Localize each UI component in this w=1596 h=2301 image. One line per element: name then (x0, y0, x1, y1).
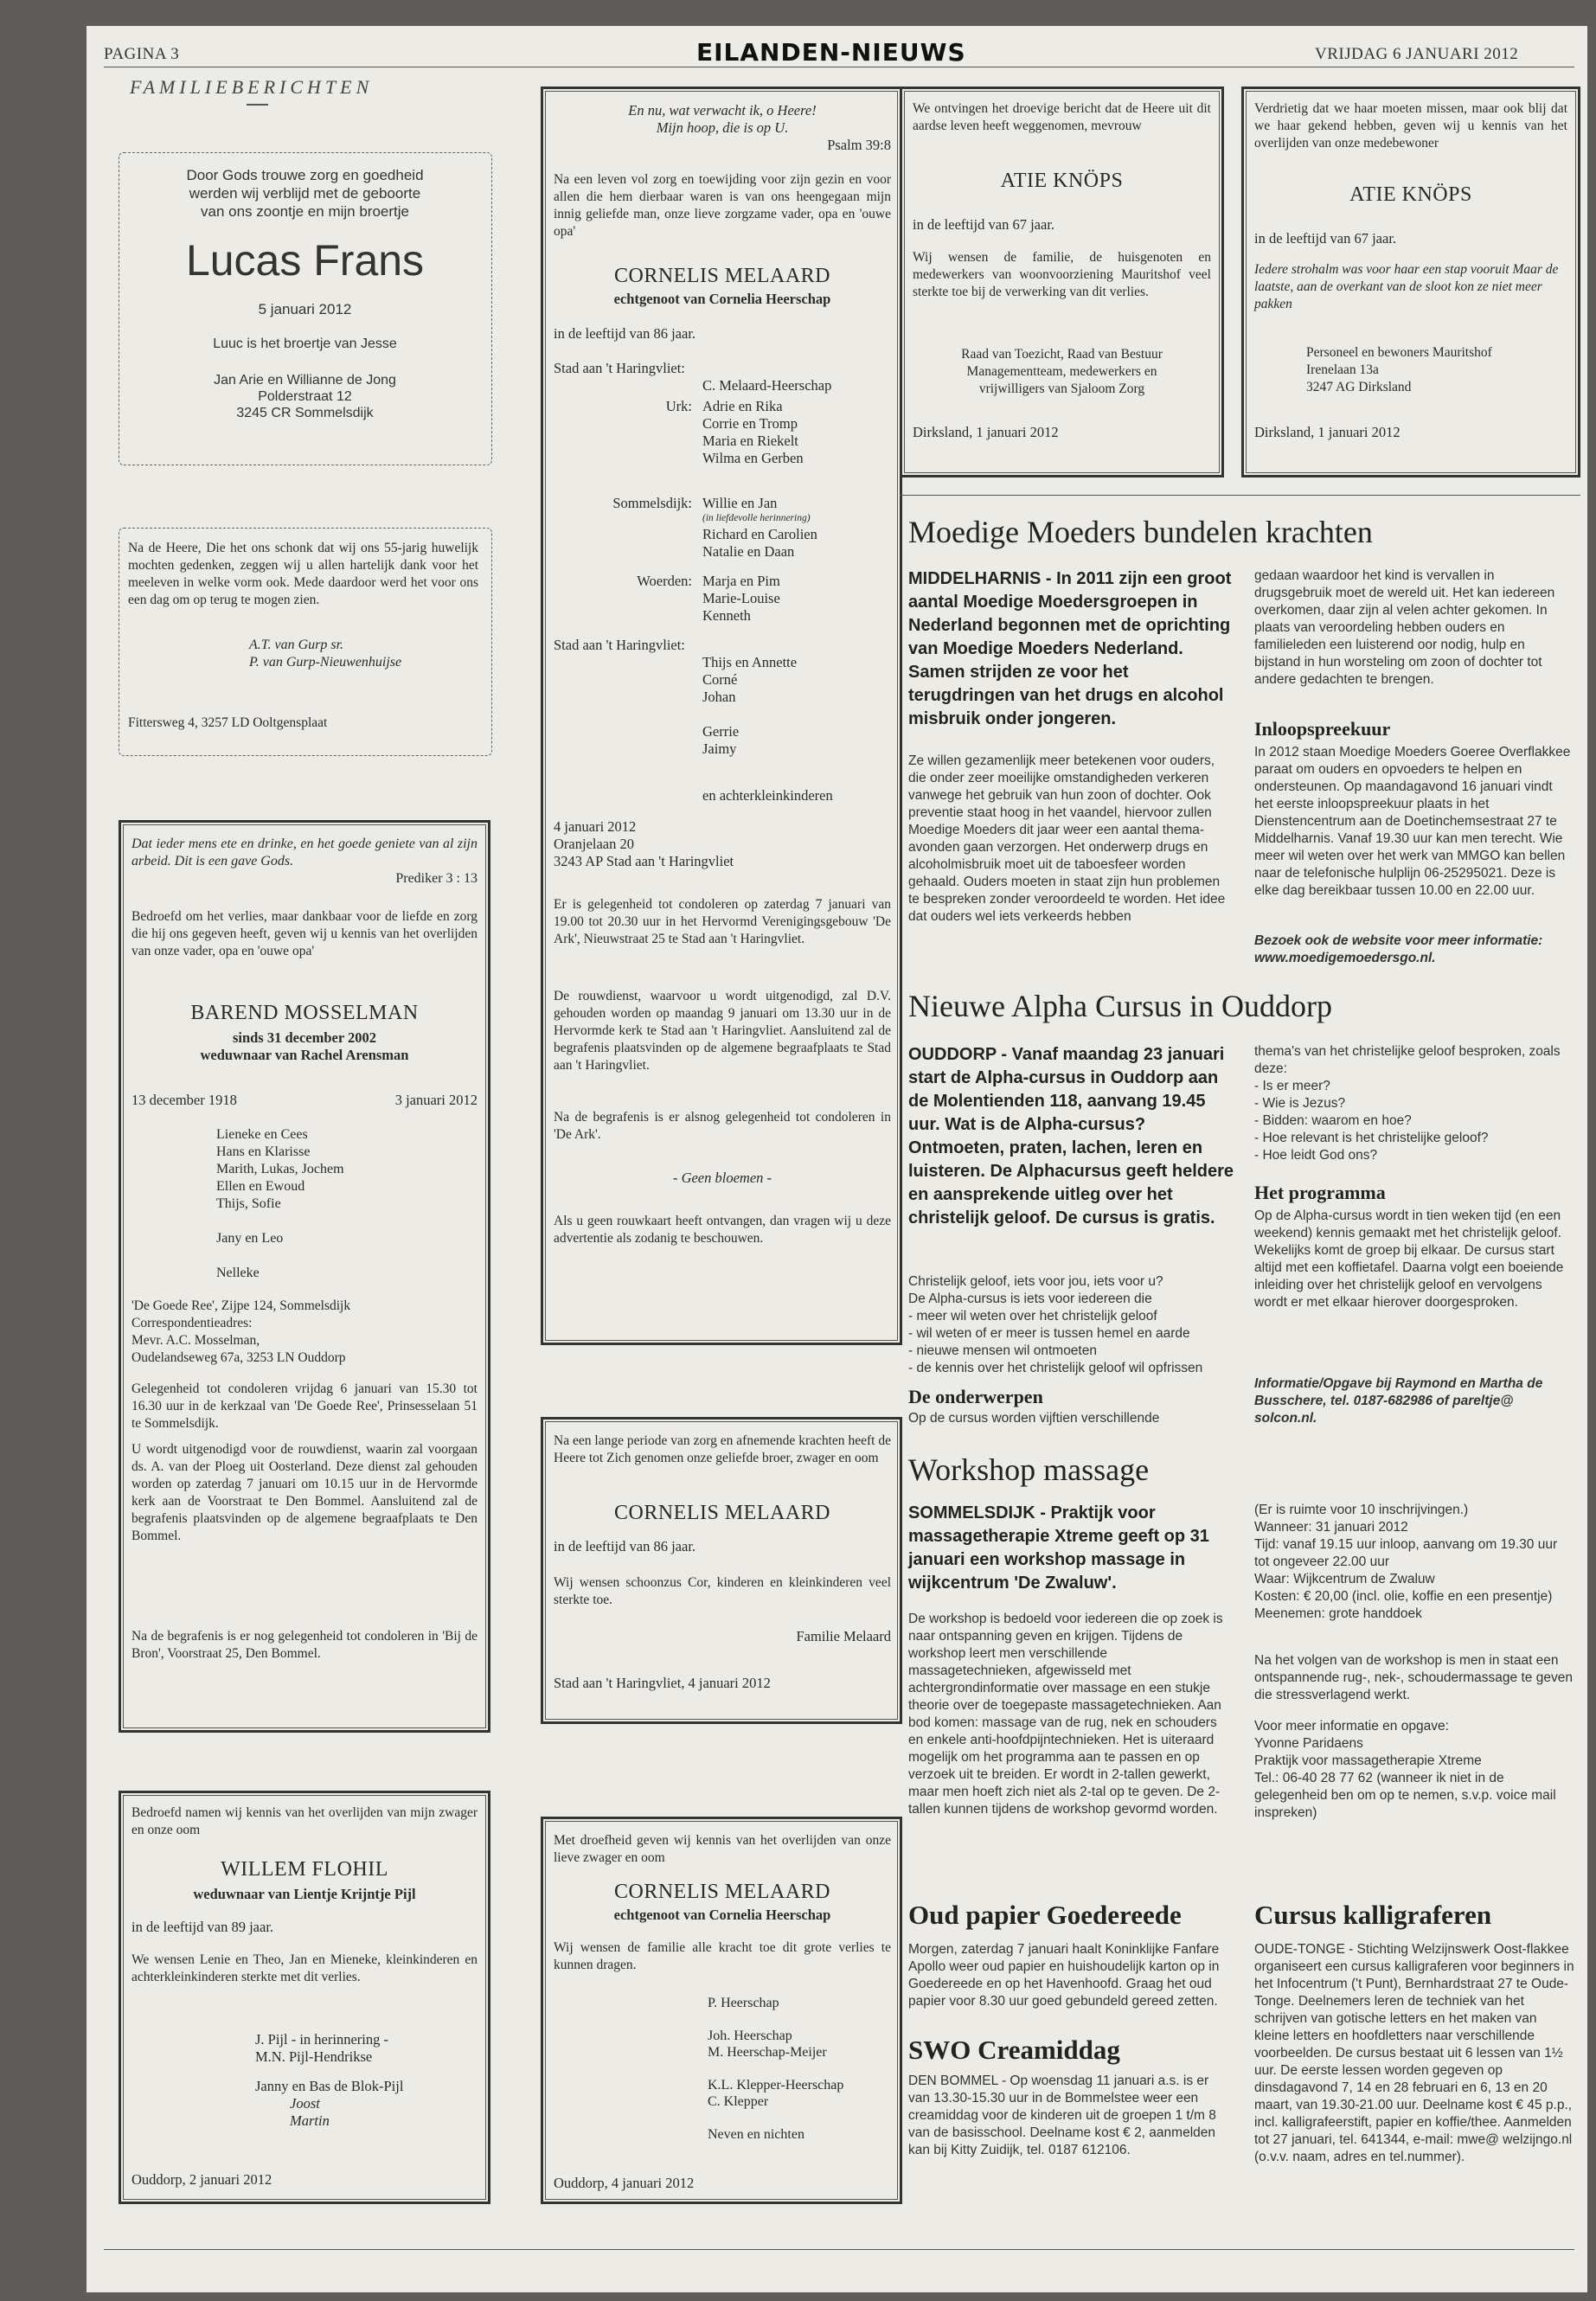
knops2-sig: Personeel en bewoners Mauritshof Irenelaan 13a 3247 AG Dirksland (1306, 345, 1492, 394)
wedding-signature: A.T. van Gurp sr. P. van Gurp-Nieuwenhuijse (249, 638, 402, 670)
melaard1-age: in de leeftijd van 86 jaar. (554, 325, 696, 342)
flohil-place: Ouddorp, 2 januari 2012 (131, 2171, 272, 2188)
moeders-lead: MIDDELHARNIS - In 2011 zijn een groot aantal Moedige Moedersgroepen in Nederland begonnen met de oprichting van Moedige Moeders Nederland. Samen strijden ze voor het terugdringen van het drugs en alcohol misbruik onder jongeren. (908, 569, 1232, 728)
melaard3-wish: Wij wensen de familie alle kracht toe dit grote verlies te kunnen dragen. (554, 1940, 891, 1972)
swo-body: DEN BOMMEL - Op woensdag 11 januari a.s. is er van 13.30-15.30 uur in de Bommelstee weer een creamiddag voor de kinderen uit de groepen 1 t/m 8 van de basisschool. Deelname kost € 2, aanmelden kan bij Kitty Zuidijk, tel. 0187 612106. (908, 2073, 1216, 2157)
melaard2-intro: Na een lange periode van zorg en afnemende krachten heeft de Heere tot Zich genomen onze geliefde broer, zwager en oom (554, 1433, 891, 1465)
moeders-body2: gedaan waardoor het kind is vervallen in drugsgebruik moet de wereld uit. Het kan iedereen overkomen, daar zijn al velen achter gekomen. In plaats van veroordeling hebben ouders en familieleden een luisterend oor nodig, hulp en bijstand in hun worsteling om zoon of dochter tot andere gedachten te brengen. (1254, 568, 1555, 687)
wedding-text: Na de Heere, Die het ons schonk dat wij ons 55-jarig huwelijk mochten gedenken, zeggen wij u allen hartelijk dank voor het meeleven in welke vorm ook. Mede daardoor werd het voor ons een dag om op terug te mogen zien. (128, 541, 478, 607)
papier-body: Morgen, zaterdag 7 januari haalt Koninklijke Fanfare Apollo weer oud papier en huishoudelijk karton op in Goedereede en op het Havenhoofd. Graag het oud papier voor 8.30 uur goed gebundeld gereed zetten. (908, 1942, 1220, 2009)
kalli-headline: Cursus kalligraferen (1254, 1900, 1492, 1930)
knops1-wish: Wij wensen de familie, de huisgenoten en medewerkers van woonvoorziening Mauritshof veel sterkte toe bij de verwerking van dit verlies. (913, 250, 1211, 299)
knops2-intro: Verdrietig dat we haar moeten missen, maar ook blij dat we haar gekend hebben, geven wij u kennis van het overlijden van onze medebewoner (1254, 101, 1567, 151)
masthead: EILANDEN-NIEUWS (696, 38, 966, 67)
flohil-sig1: J. Pijl - in herinnering - (255, 2031, 388, 2048)
workshop-headline: Workshop massage (908, 1452, 1150, 1487)
moeders-body3: In 2012 staan Moedige Moeders Goeree Overflakkee paraat om ouders en opvoeders te helpen en ondersteunen. Op maandagavond 16 januari vindt het eerste inloopspreekuur plaats in het Dienstencentrum aan de Doetinchemsestraat 27 te Middelharnis. Vanaf 19.30 uur kan men terecht. Wie meer wil weten over het werk van MMGO kan bellen naar de telefonische hulplijn 06-25295021. Deze is elke dag bereikbaar tussen 10.00 en 22.00 uur. (1254, 745, 1571, 898)
mosselman-ref: Prediker 3 : 13 (395, 871, 478, 886)
melaard1-grandkids: en achterkleinkinderen (702, 787, 833, 804)
mosselman-address: 'De Goede Ree', Zijpe 124, Sommelsdijk Correspondentieadres: Mevr. A.C. Mosselman, Oudelandseweg 67a, 3253 LN Ouddorp (131, 1298, 351, 1365)
kalli-body: OUDE-TONGE - Stichting Welzijnswerk Oost-flakkee organiseert een cursus kalligraferen voor beginners in het Infocentrum ('t Punt), Bernhardstraat 27 te Oude-Tonge. Deelnemers leren de techniek van het schrijven van gotische letters en het maken van kleine letters en hoofdletters naar verschillende voorbeelden. De cursus bestaat uit 6 lessen van 1½ uur. De eerste lessen worden gegeven op dinsdagavond 7, 14 en 28 februari en 6, 13 en 20 maart, van 19.30-21.00 uur. Deelname kost € 45 p.p., incl. kalligrafeerstift, papier en koffie/thee. Aanmelden tot 27 januari, tel. 641344, e-mail: mwe@ welzijngo.nl (o.v.v. naam, adres en tel.nummer). (1254, 1942, 1574, 2164)
moeders-website: Bezoek ook de website voor meer informatie: www.moedigemoedersgo.nl. (1254, 933, 1543, 965)
moeders-body1: Ze willen gezamenlijk meer betekenen voor ouders, die onder zeer moeilijke omstandigheden verkeren vanwege het gebruik van hun zoon of dochter. Ook preventie staat hoog in het vaandel, hiervoor zullen Moedige Moeders dit jaar weer een aantal thema-avonden gaan verzorgen. Het onderwerp drugs en alcoholmisbruik moet uit de taboesfeer worden gehaald. Ouders moeten in staat zijn hun problemen te bespreken zonder veroordeeld te worden. Het idee dat ouders wel iets verkeerds hebben (908, 753, 1226, 924)
mosselman-name: BAREND MOSSELMAN (190, 1002, 419, 1024)
melaard1-fam-place-2: Woerden: (637, 573, 692, 589)
alpha-subheading2: Het programma (1254, 1182, 1386, 1203)
alpha-subheading1: De onderwerpen (908, 1386, 1043, 1407)
melaard1-note: Als u geen rouwkaart heeft ontvangen, dan vragen wij u deze advertentie als zodanig te beschouwen. (554, 1214, 891, 1246)
melaard1-fam-names-2: Marja en Pim Marie-Louise Kenneth (702, 573, 780, 624)
mosselman-family: Lieneke en Cees Hans en Klarisse Marith, Lukas, Jochem Ellen en Ewoud Thijs, Sofie Jany en Leo Nelleke (216, 1127, 344, 1280)
melaard1-address: 4 januari 2012 Oranjelaan 20 3243 AP Stad aan 't Haringvliet (554, 818, 734, 869)
knops2-quote: Iedere strohalm was voor haar een stap vooruit Maar de laatste, aan de overkant van de sloot kon ze niet meer pakken (1254, 262, 1559, 311)
alpha-body4: Op de Alpha-cursus wordt in tien weken tijd (en een weekend) kennis gemaakt met het christelijk geloof. Wekelijks komt de groep bij elkaar. De cursus start altijd met een koffietafel. Daarna volgt een boeiende inleiding over het christelijk geloof en vervolgens wordt er met elkaar hierover doorgesproken. (1254, 1208, 1564, 1310)
section-dash (247, 104, 268, 106)
alpha-body3: thema's van het christelijke geloof besproken, zoals deze: - Is er meer? - Wie is Jezus? - Bidden: waarom en hoe? - Hoe relevant is het christelijke geloof? - Hoe leidt God ons? (1254, 1044, 1561, 1163)
flohil-sig3: Janny en Bas de Blok-Pijl (255, 2078, 404, 2094)
flohil-age: in de leeftijd van 89 jaar. (131, 1919, 274, 1935)
flohil-wish: We wensen Lenie en Theo, Jan en Mieneke, kleinkinderen en achterkleinkinderen sterkte met dit verlies. (131, 1952, 478, 1984)
knops1-intro: We ontvingen het droevige bericht dat de Heere uit dit aardse leven heeft weggenomen, mevrouw (913, 101, 1211, 133)
mosselman-intro: Bedroefd om het verlies, maar dankbaar voor de liefde en zorg die hij ons gegeven heeft, geven wij u kennis van het overlijden van onze vader, opa en 'ouwe opa' (131, 909, 478, 958)
swo-headline: SWO Creamiddag (908, 2035, 1120, 2065)
flohil-name: WILLEM FLOHIL (221, 1858, 388, 1881)
melaard1-intro: Na een leven vol zorg en toewijding voor zijn gezin en voor allen die hem dierbaar waren is van ons heengegaan mijn innig geliefde man, onze lieve zorgzame vader, opa en 'ouwe opa' (554, 172, 891, 239)
workshop-body4: Voor meer informatie en opgave: Yvonne Paridaens Praktijk voor massagetherapie Xtreme Tel.: 06-40 28 77 62 (wanneer ik niet in de gelegenheid ben om op te nemen, s.v.p. voice mail inspreken) (1254, 1719, 1556, 1820)
baby-name: Lucas Frans (185, 236, 425, 285)
alpha-body1: Christelijk geloof, iets voor jou, iets voor u? De Alpha-cursus is iets voor iedereen die - meer wil weten over het christelijk geloof - wil weten of er meer is tussen hemel en aarde - nieuwe mensen wil ontmoeten - de kennis over het christelijk geloof wil opfrissen (908, 1274, 1203, 1375)
mosselman-condolences: Gelegenheid tot condoleren vrijdag 6 januari van 15.30 tot 16.30 uur in de kerkzaal van 'De Goede Ree', Prinsesselaan 51 te Sommelsdijk. (131, 1381, 478, 1431)
birth-parents: Jan Arie en Willianne de Jong Polderstraat 12 3245 CR Sommelsdijk (214, 373, 396, 420)
birth-sibling: Luuc is het broertje van Jesse (213, 336, 397, 351)
melaard1-spouse: echtgenoot van Cornelia Heerschap (613, 291, 831, 307)
birth-date: 5 januari 2012 (258, 301, 352, 317)
melaard3-name: CORNELIS MELAARD (613, 1881, 830, 1903)
mosselman-line1: sinds 31 december 2002 (232, 1029, 377, 1046)
melaard2-name: CORNELIS MELAARD (613, 1502, 830, 1524)
moeders-subheading: Inloopspreekuur (1254, 718, 1391, 740)
mosselman-born: 13 december 1918 (131, 1092, 237, 1108)
mosselman-died: 3 januari 2012 (394, 1092, 478, 1108)
melaard1-somm-more: Richard en Carolien Natalie en Daan (702, 526, 817, 560)
melaard2-age: in de leeftijd van 86 jaar. (554, 1538, 696, 1554)
alpha-body2: Op de cursus worden vijftien verschillende (908, 1411, 1160, 1426)
melaard2-place: Stad aan 't Haringvliet, 4 januari 2012 (554, 1675, 771, 1691)
workshop-lead: SOMMELSDIJK - Praktijk voor massagetherapie Xtreme geeft op 31 januari een workshop massage in wijkcentrum 'De Zwaluw'. (908, 1503, 1209, 1593)
moeders-headline: Moedige Moeders bundelen krachten (908, 515, 1373, 549)
alpha-headline: Nieuwe Alpha Cursus in Ouddorp (908, 989, 1332, 1023)
flohil-line: weduwnaar van Lientje Krijntje Pijl (193, 1886, 416, 1902)
workshop-body2: (Er is ruimte voor 10 inschrijvingen.) Wanneer: 31 januari 2012 Tijd: vanaf 19.15 uur inloop, aanvang om 19.30 uur tot ongeveer 22.00 uur Waar: Wijkcentrum de Zwaluw Kosten: € 20,00 (incl. olie, koffie en een presentje) Meenemen: grote handdoek (1254, 1503, 1558, 1621)
page-number: PAGINA 3 (104, 45, 180, 63)
melaard1-fam-names-1: Willie en Jan (702, 495, 778, 511)
issue-date: VRIJDAG 6 JANUARI 2012 (1315, 45, 1519, 63)
wedding-address: Fittersweg 4, 3257 LD Ooltgensplaat (128, 715, 328, 730)
obituary-flohil-inner (123, 1795, 486, 2200)
knops2-age: in de leeftijd van 67 jaar. (1254, 230, 1397, 247)
birth-intro: Door Gods trouwe zorg en goedheid werden wij verblijd met de geboorte van ons zoontje en mijn broertje (186, 167, 424, 220)
knops2-name: ATIE KNÖPS (1349, 183, 1472, 206)
mosselman-service: U wordt uitgenodigd voor de rouwdienst, waarin zal voorgaan ds. A. van der Ploeg uit Oosterland. Deze dienst zal gehouden worden op zaterdag 7 januari om 10.15 uur in de Hervormde kerk aan de Voorstraat te Den Bommel. Aansluitend zal de begrafenis plaatsvinden op de algemene begraafplaats te Den Bommel. (131, 1442, 478, 1543)
melaard3-intro: Met droefheid geven wij kennis van het overlijden van onze lieve zwager en oom (554, 1833, 891, 1865)
melaard1-place2: Stad aan 't Haringvliet: (554, 637, 685, 653)
melaard1-fam-names-0: Adrie en Rika Corrie en Tromp Maria en Riekelt Wilma en Gerben (702, 398, 804, 466)
section-title: FAMILIEBERICHTEN (130, 76, 374, 98)
melaard1-quote: En nu, wat verwacht ik, o Heere! Mijn hoop, die is op U. (628, 102, 817, 136)
workshop-body3: Na het volgen van de workshop is men in staat een ontspannende rug-, nek-, schoudermassage te geven die stressverlagend werkt. (1254, 1653, 1573, 1702)
melaard1-place1: Stad aan 't Haringvliet: (554, 360, 685, 376)
melaard3-signatures: P. Heerschap Joh. Heerschap M. Heerschap-Meijer K.L. Klepper-Heerschap C. Klepper Neven en nichten (708, 1996, 844, 2142)
mosselman-line2: weduwnaar van Rachel Arensman (200, 1047, 409, 1063)
flohil-sig2: M.N. Pijl-Hendrikse (255, 2048, 373, 2065)
knops1-place: Dirksland, 1 januari 2012 (913, 424, 1059, 440)
melaard3-spouse: echtgenoot van Cornelia Heerschap (613, 1907, 831, 1923)
knops1-name: ATIE KNÖPS (1000, 170, 1124, 192)
alpha-lead: OUDDORP - Vanaf maandag 23 januari start de Alpha-cursus in Ouddorp aan de Molentienden 118, aanvang 19.45 uur. Wat is de Alpha-cursus? Ontmoeten, praten, lachen, leren en luisteren. De Alphacursus geeft heldere en aansprekende uitleg over het christelijk geloof. De cursus is gratis. (908, 1045, 1234, 1227)
melaard1-fam-place-0: Urk: (665, 398, 692, 414)
melaard3-place: Ouddorp, 4 januari 2012 (554, 2175, 695, 2191)
melaard1-flowers: - Geen bloemen - (672, 1170, 772, 1186)
knops1-age: in de leeftijd van 67 jaar. (913, 216, 1055, 233)
alpha-info: Informatie/Opgave bij Raymond en Martha de Busschere, tel. 0187-682986 of pareltje@ solcon.nl. (1254, 1376, 1543, 1426)
mosselman-quote: Dat ieder mens ete en drinke, en het goede geniete van al zijn arbeid. Dit is een gave Gods. (131, 836, 478, 868)
melaard2-sig: Familie Melaard (796, 1628, 891, 1644)
melaard2-wish: Wij wensen schoonzus Cor, kinderen en kleinkinderen veel sterkte toe. (554, 1575, 891, 1607)
melaard1-widow: C. Melaard-Heerschap (702, 377, 832, 394)
knops2-place: Dirksland, 1 januari 2012 (1254, 424, 1401, 440)
news-divider (900, 495, 1580, 496)
melaard1-condolences: Er is gelegenheid tot condoleren op zaterdag 7 januari van 19.00 tot 20.30 uur in het Hervormd Verenigingsgebouw 'De Ark', Nieuwstraat 25 te Stad aan 't Haringvliet. (554, 897, 891, 946)
flohil-intro: Bedroefd namen wij kennis van het overlijden van mijn zwager en onze oom (131, 1805, 478, 1837)
melaard1-name: CORNELIS MELAARD (613, 265, 830, 287)
melaard1-fam-place-1: Sommelsdijk: (612, 495, 692, 511)
melaard1-service: De rouwdienst, waarvoor u wordt uitgenodigd, zal D.V. gehouden worden op maandag 9 januari om 13.30 uur in de Hervormde kerk te Stad aan 't Haringvliet. Aansluitend zal de begrafenis plaatsvinden op de algemene begraafplaats te Stad aan 't Haringvliet. (554, 989, 891, 1073)
melaard1-stad-names: Thijs en Annette Corné Johan Gerrie Jaimy (702, 654, 798, 757)
workshop-body1: De workshop is bedoeld voor iedereen die op zoek is naar ontspanning geven en krijgen. Tijdens de workshop leert men verschillende massagetechnieken, afgewisseld met achtergrondinformatie over massage en een stukje theorie over de toegepaste massagetechnieken. Aan bod komen: massage van de rug, nek en schouders en enkele anti-hoofdpijntechnieken. Het is uiteraard mogelijk om het programma aan te passen en op verzoek uit te breiden. Er wordt in 2-tallen gewerkt, maar men hoeft zich niet als 2-tal op te geven. De 2-tallen kunnen tijdens de workshop gevormd worden. (908, 1612, 1223, 1817)
newspaper-page (87, 26, 1587, 2292)
papier-headline: Oud papier Goedereede (908, 1900, 1182, 1930)
knops1-sig: Raad van Toezicht, Raad van Bestuur Managementteam, medewerkers en vrijwilligers van Sjaloom Zorg (961, 347, 1163, 396)
melaard1-after: Na de begrafenis is er alsnog gelegenheid tot condoleren in 'De Ark'. (554, 1110, 891, 1142)
mosselman-after: Na de begrafenis is er nog gelegenheid tot condoleren in 'Bij de Bron', Voorstraat 25, Den Bommel. (131, 1629, 478, 1661)
melaard1-ref: Psalm 39:8 (827, 137, 891, 153)
flohil-sig4: Joost Martin (290, 2095, 330, 2129)
melaard1-memory: (in liefdevolle herinnering) (702, 513, 811, 523)
footer-rule (104, 2249, 1574, 2250)
